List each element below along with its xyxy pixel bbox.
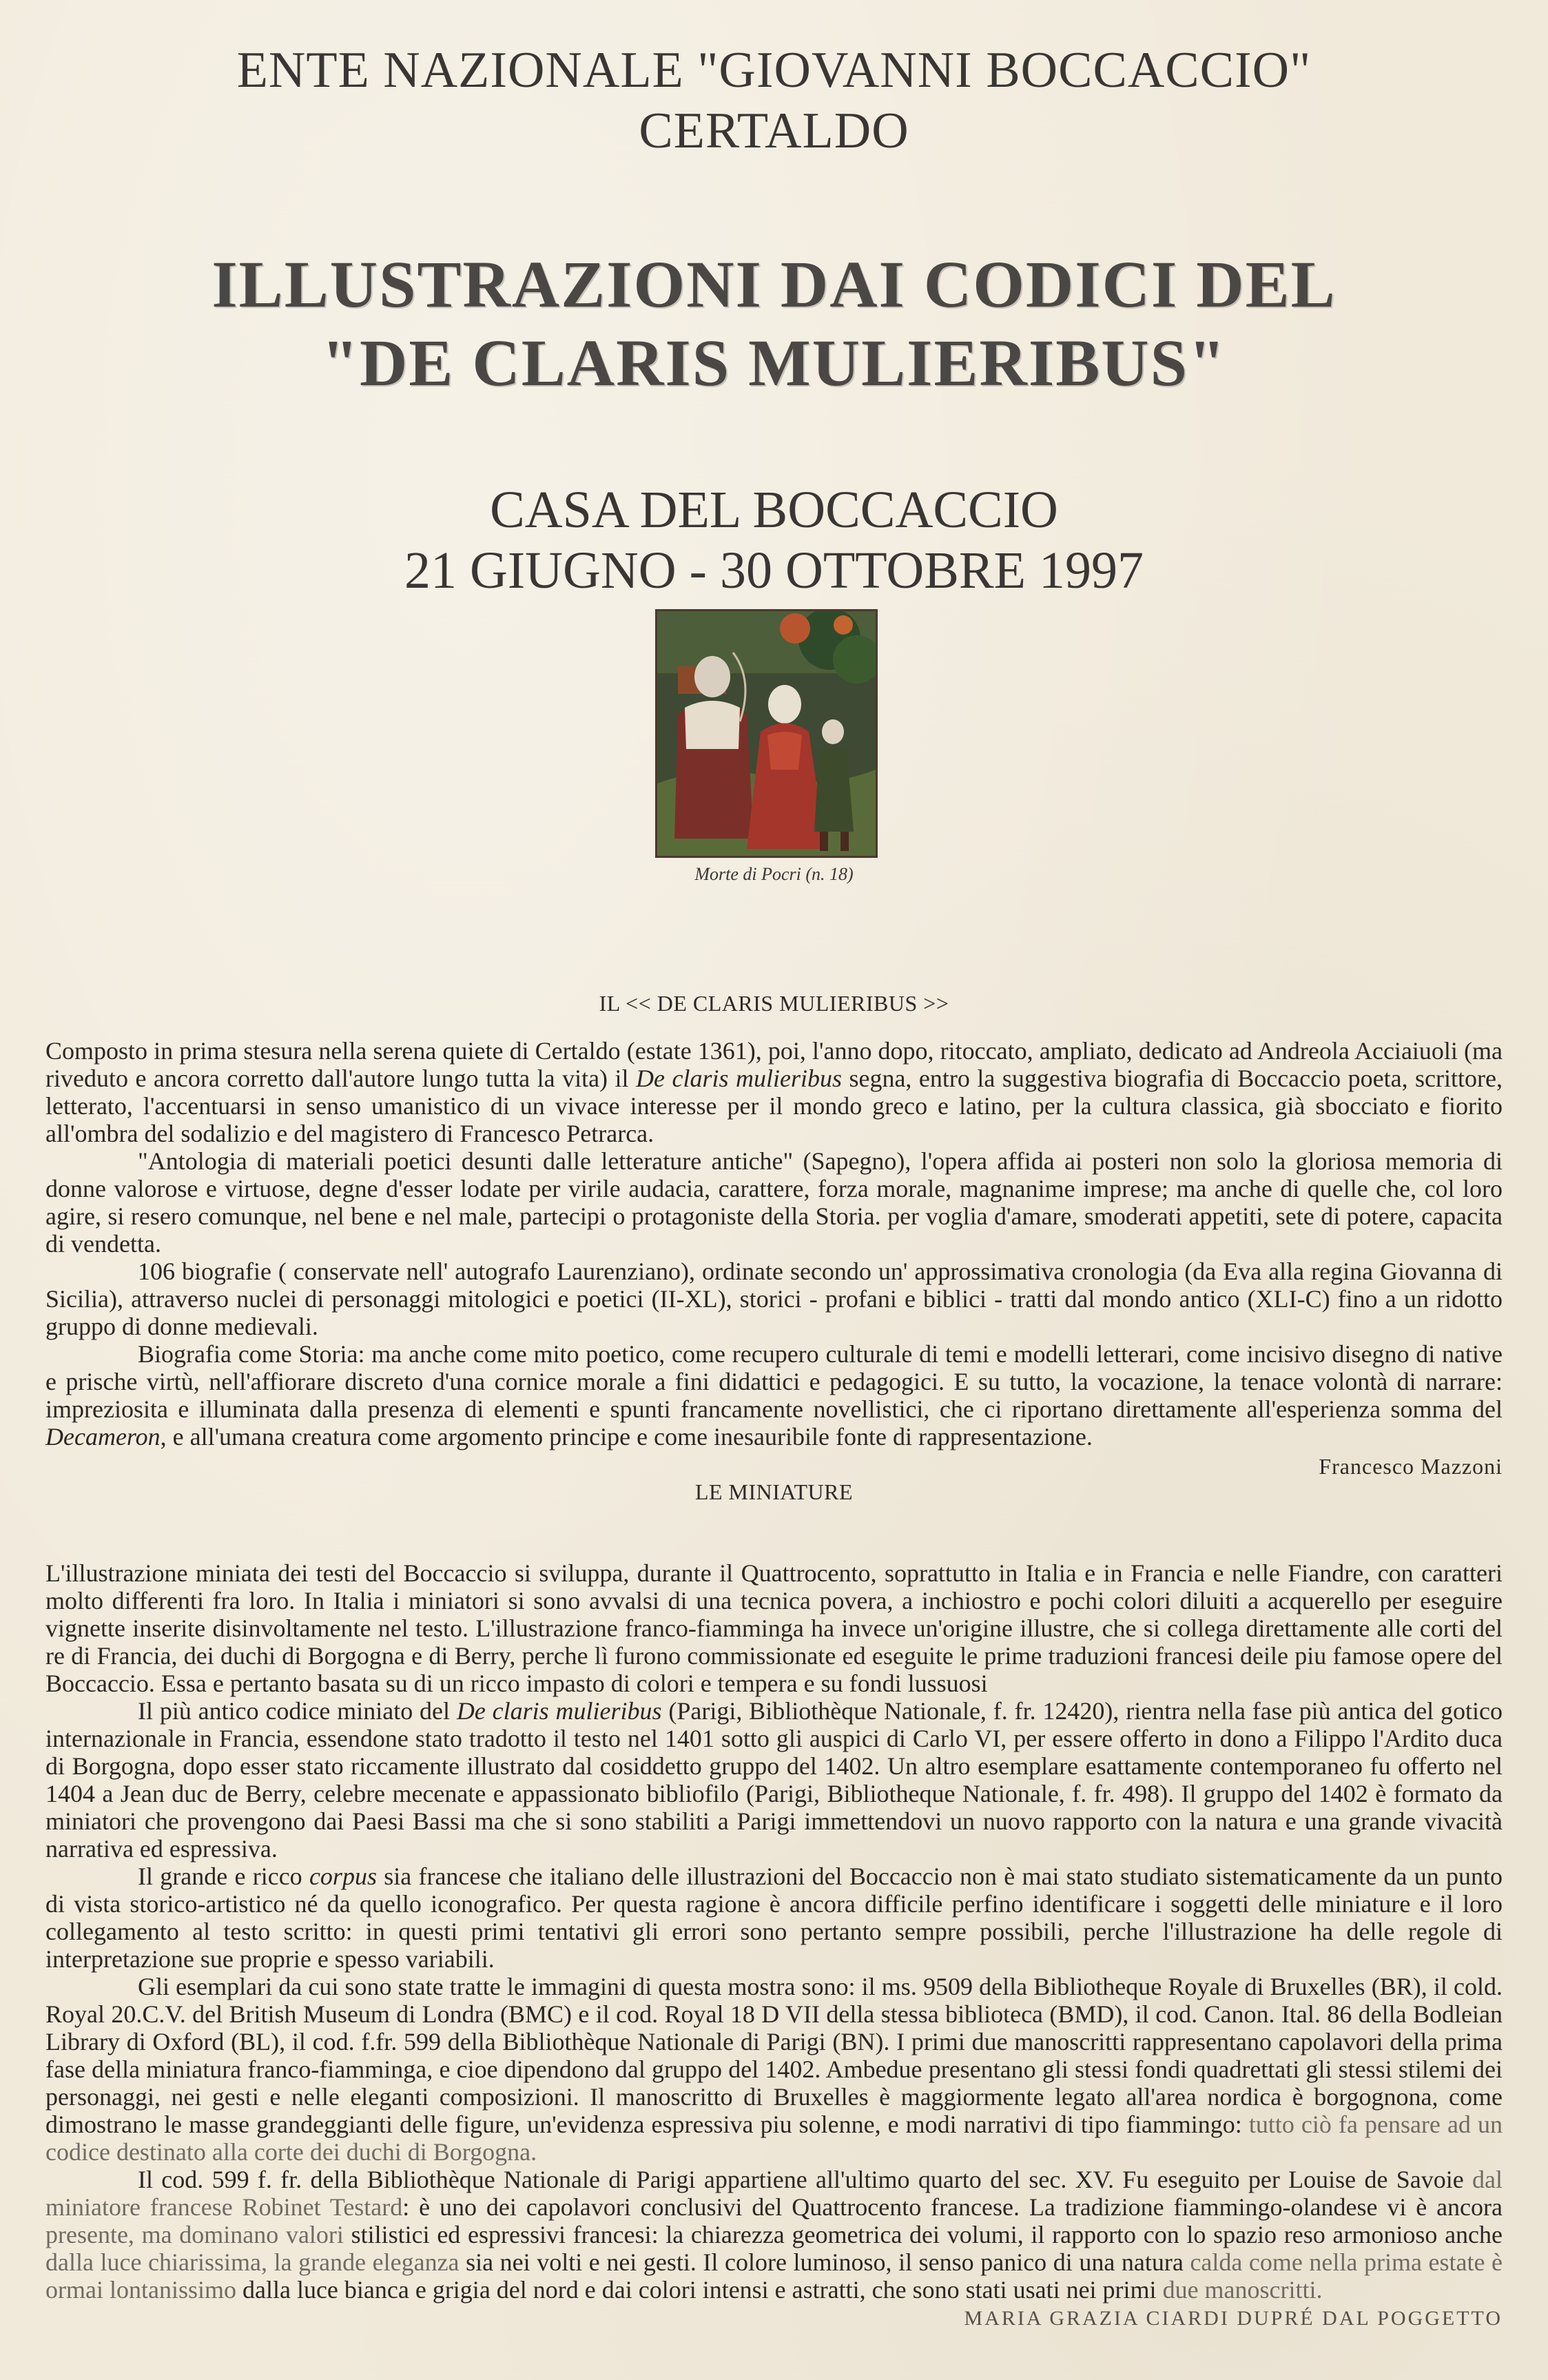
org-city: CERTALDO	[639, 103, 909, 159]
section-miniature-text	[45, 1559, 1503, 2304]
paragraph: Gli esemplari da cui sono state tratte le immagini di questa mostra sono: il ms. 9509 della Bibliotheque Royale di Bruxelles (BR), il cold. Royal 20.C.V. del British Museum di Londra (BMC) e il cod. Royal 18 D VII della stessa biblioteca (BMD), il cod. Canon. Ital. 86 della Bodleian Library di Oxford (BL), il cod. f.fr. 599 della Bibliothèque Nationale di Parigi (BN). I primi due manoscritti rappresentano capolavori della prima fase della miniatura franco-fiamminga, e cioe dipendono dal gruppo del 1402. Ambedue presentano gli stessi fondi quadrettati gli stessi stilemi dei personaggi, nei gesti e nelle eleganti composizioni. Il manoscritto di Bruxelles è maggiormente legato all'area nordica è borgognona, come dimostrano le masse grandeggianti delle figure, un'evidenza espressiva piu solenne, e modi narrativi di tipo fiammingo: tutto ciò fa pensare ad un codice destinato alla corte dei duchi di Borgogna.	[45, 1973, 1503, 2166]
paragraph: 106 biografie ( conservate nell' autografo Laurenziano), ordinate secondo un' approssimativa cronologia (da Eva alla regina Giovanna di Sicilia), attraverso nuclei di personaggi mitologici e poetici (II-XL), storici - profani e biblici - tratti dal mondo antico (XLI-C) fino a un ridotto gruppo di donne medievali.	[45, 1258, 1503, 1340]
org-name: ENTE NAZIONALE "GIOVANNI BOCCACCIO"	[236, 42, 1312, 99]
exhibition-title-line2: "DE CLARIS MULIERIBUS"	[321, 326, 1227, 400]
paragraph: Il cod. 599 f. fr. della Bibliothèque Nationale di Parigi appartiene all'ultimo quarto del sec. XV. Fu eseguito per Louise de Savoie dal miniatore francese Robinet Testard: è uno dei capolavori conclusivi del Quattrocento francese. La tradizione fiammingo-olandese vi è ancora presente, ma dominano valori stilistici ed espressivi francesi: la chiarezza geometrica dei volumi, il rapporto con lo spazio reso armonioso anche dalla luce chiarissima, la grande eleganza sia nei volti e nei gesti. Il colore luminoso, il senso panico di una natura calda come nella prima estate è ormai lontanissimo dalla luce bianca e grigia del nord e dai colori intensi e astratti, che sono stati usati nei primi due manoscritti.	[45, 2166, 1503, 2304]
paragraph: Il più antico codice miniato del De claris mulieribus (Parigi, Bibliothèque Nationale, f. fr. 12420), rientra nella fase più antica del gotico internazionale in Francia, essendone stato tradotto il testo nel 1401 sotto gli auspici di Carlo VI, per essere offerto in dono a Filippo l'Ardito duca di Borgogna, dopo esser stato riccamente illustrato dal cosiddetto gruppo del 1402. Un altro esemplare esattamente contemporaneo fu offerto nel 1404 a Jean duc de Berry, celebre mecenate e appassionato bibliofilo (Parigi, Bibliotheque Nationale, f. fr. 498). Il gruppo del 1402 è formato da miniatori che provengono dai Paesi Bassi ma che si sono stabiliti a Parigi immettendovi un nuovo rapporto con la natura e una grande vivacità narrativa ed espressiva.	[45, 1697, 1503, 1863]
header	[45, 0, 1503, 601]
exhibition-title-line1: ILLUSTRAZIONI DAI CODICI DEL	[211, 247, 1337, 321]
paragraph: Il grande e ricco corpus sia francese che italiano delle illustrazioni del Boccaccio non è mai stato studiato sistematicamente da un punto di vista storico-artistico né da quello iconografico. Per questa ragione è ancora difficile perfino identificare i soggetti delle miniature e il loro collegamento al testo scritto: in questi primi tentativi gli errori sono pertanto sempre possibili, perche l'illustrazione ha delle regole di interpretazione sue proprie e spesso variabili.	[45, 1863, 1503, 1973]
author-signature-mazzoni: Francesco Mazzoni	[1319, 1454, 1503, 1479]
exhibition-dates: 21 GIUGNO - 30 OTTOBRE 1997	[404, 542, 1144, 599]
author-signature-ciardi-dupre: MARIA GRAZIA CIARDI DUPRÉ DAL POGGETTO	[964, 2307, 1503, 2330]
miniature-illustration	[655, 609, 878, 858]
paragraph: Biografia come Storia: ma anche come mito poetico, come recupero culturale di temi e modelli letterari, come incisivo disegno di native e prische virtù, nell'affiorare discreto d'una cornice morale a fini didattici e pedagogici. E su tutto, la vocazione, la tenace volontà di narrare: impreziosita e illuminata dalla presenza di elementi e spunti francamente novellistici, che ci riportano direttamente all'esperienza somma del Decameron, e all'umana creatura come argomento principe e come inesauribile fonte di rappresentazione.	[45, 1340, 1503, 1450]
venue: CASA DEL BOCCACCIO	[490, 481, 1058, 539]
paragraph: "Antologia di materiali poetici desunti dalle letterature antiche" (Sapegno), l'opera affida ai posteri non solo la gloriosa memoria di donne valorose e virtuose, degne d'esser lodate per virile audacia, carattere, forza morale, magnanime imprese; ma anche di quelle che, col loro agire, si resero comunque, nel bene e nel male, partecipi o protagoniste della Storia. per voglia d'amare, smoderati appetiti, sete di potere, capacita di vendetta.	[45, 1147, 1503, 1258]
section-title-miniature: LE MINIATURE	[694, 1479, 854, 1504]
paragraph: L'illustrazione miniata dei testi del Boccaccio si sviluppa, durante il Quattrocento, soprattutto in Italia e in Francia e nelle Fiandre, con caratteri molto differenti fra loro. In Italia i miniatori si sono avvalsi di una tecnica povera, a inchiostro e pochi colori diluiti a acquerello per eseguire vignette inserite disinvoltamente nel testo. L'illustrazione franco-fiamminga ha invece un'origine illustre, che si collega direttamente alle corti del re di Francia, dei duchi di Borgogna e di Berry, perche lì furono commissionate ed eseguite le prime traduzioni francesi deile piu famose opere del Boccaccio. Essa e pertanto basata su di un ricco impasto di colori e tempera e su fondi lussuosi	[45, 1559, 1503, 1697]
paragraph: Composto in prima stesura nella serena quiete di Certaldo (estate 1361), poi, l'anno dopo, ritoccato, ampliato, dedicato ad Andreola Acciaiuoli (ma riveduto e ancora corretto dall'autore lungo tutta la vita) il De claris mulieribus segna, entro la suggestiva biografia di Boccaccio poeta, scrittore, letterato, l'accentuarsi in senso umanistico di un vivace interesse per il mondo greco e latino, per la cultura classica, già sbocciato e fiorito all'ombra del sodalizio e del magistero di Francesco Petrarca.	[45, 1037, 1503, 1147]
section-title-de-claris: IL << DE CLARIS MULIERIBUS >>	[599, 991, 949, 1016]
miniature-painting-icon	[657, 611, 876, 856]
section-de-claris-text	[45, 1037, 1503, 1450]
figure-caption: Morte di Pocri (n. 18)	[694, 864, 854, 884]
